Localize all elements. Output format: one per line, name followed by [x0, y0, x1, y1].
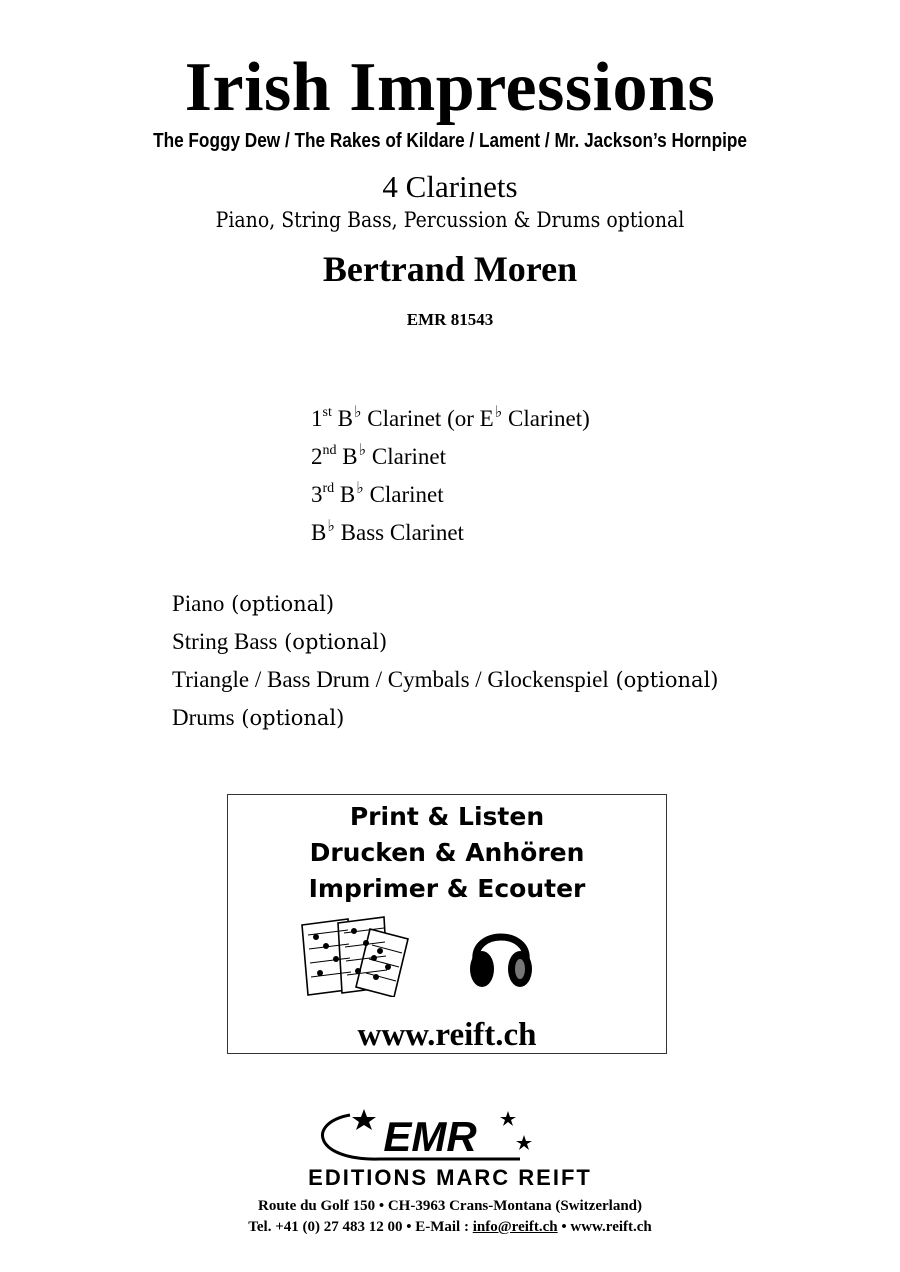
optional-instrumentation-note: Piano, String Bass, Percussion & Drums optional — [215, 208, 685, 232]
publisher-name: EDITIONS MARC REIFT — [308, 1165, 592, 1190]
composer: Bertrand Moren — [322, 249, 578, 289]
catalog-number: EMR 81543 — [406, 310, 494, 329]
print-listen-box — [227, 794, 667, 1054]
website-url[interactable]: www.reift.ch — [357, 1017, 537, 1053]
emr-logo-icon — [310, 1105, 550, 1163]
print-listen-en: Print & Listen — [349, 802, 545, 831]
flat-symbol: ♭ — [358, 442, 367, 459]
subtitle: The Foggy Dew / The Rakes of Kildare / Lament / Mr. Jackson’s Hornpipe — [153, 130, 747, 152]
email-link[interactable]: info@reift.ch — [472, 1219, 558, 1235]
part-row: 2nd B♭ Clarinet — [311, 442, 446, 469]
svg-text:EMR: EMR — [383, 1113, 477, 1160]
flat-symbol: ♭ — [356, 480, 364, 497]
parts-list — [311, 394, 590, 546]
flat-symbol: ♭ — [327, 518, 335, 535]
optional-parts-list — [172, 585, 718, 737]
optional-part-row: String Bass (optional) — [172, 629, 388, 654]
sheet-music-icon — [300, 915, 412, 997]
headphones-icon — [466, 917, 536, 993]
publisher-address: Route du Golf 150 • CH-3963 Crans-Montana (Switzerland) — [258, 1198, 642, 1214]
flat-symbol: ♭ — [353, 404, 362, 421]
optional-part-row: Drums (optional) — [172, 705, 345, 730]
print-listen-de: Drucken & Anhören — [309, 838, 585, 867]
print-listen-fr: Imprimer & Ecouter — [308, 874, 586, 903]
part-row: B♭ Bass Clarinet — [311, 518, 464, 545]
page-title: Irish Impressions — [184, 49, 716, 126]
optional-part-row: Triangle / Bass Drum / Cymbals / Glockenspiel (optional) — [172, 667, 719, 692]
flat-symbol: ♭ — [494, 404, 503, 421]
publisher-contact: Tel. +41 (0) 27 483 12 00 • E-Mail : info@reift.ch • www.reift.ch — [248, 1219, 652, 1235]
optional-part-row: Piano (optional) — [172, 591, 335, 616]
ensemble: 4 Clarinets — [382, 169, 518, 204]
part-row: 1st B♭ Clarinet (or E♭ Clarinet) — [311, 404, 590, 431]
part-row: 3rd B♭ Clarinet — [311, 480, 444, 507]
